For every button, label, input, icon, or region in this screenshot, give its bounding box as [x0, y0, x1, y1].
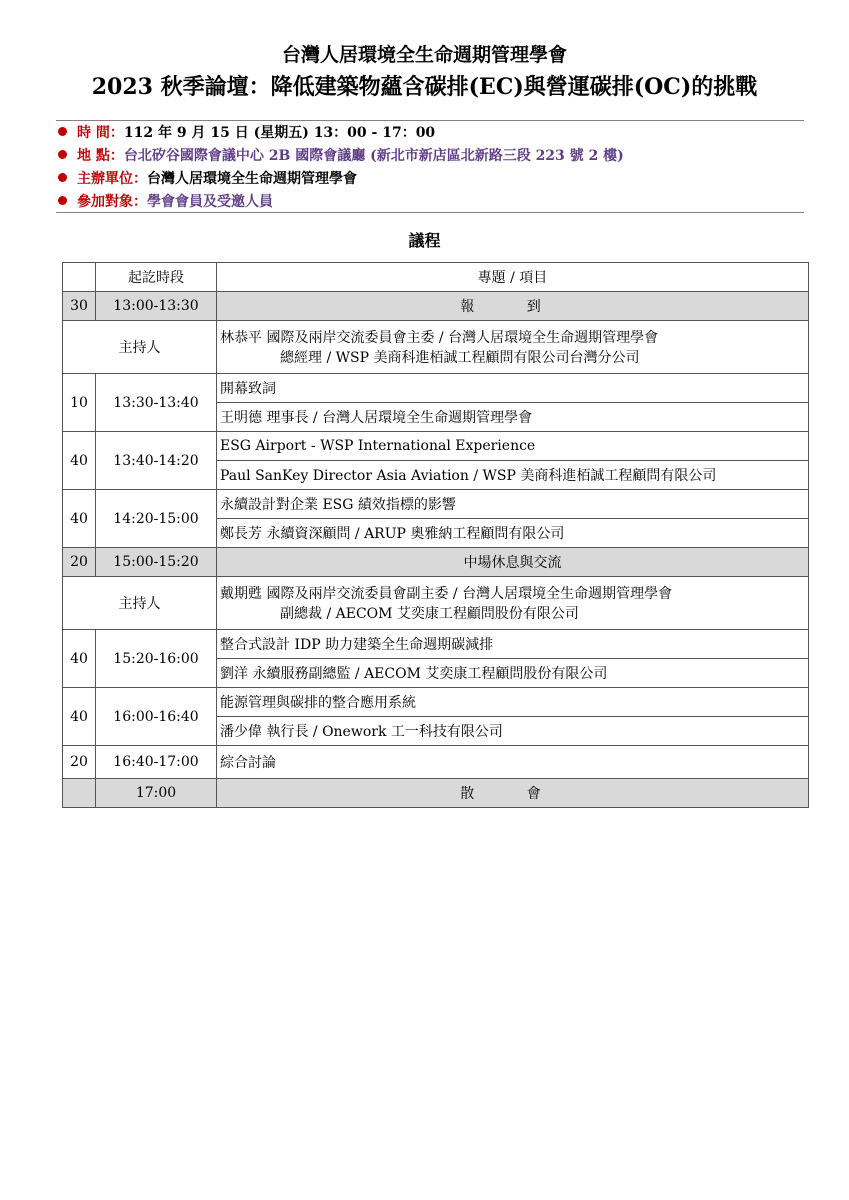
host-line-1: 戴期甦 國際及兩岸交流委員會副主委 / 台灣人居環境全生命週期管理學會 [220, 586, 673, 602]
row-topic: 散 會 [217, 779, 809, 808]
top-divider [56, 120, 804, 121]
info-host [58, 168, 818, 191]
row-time: 13:00-13:30 [96, 292, 217, 321]
agenda-table [62, 262, 809, 808]
row-minutes: 40 [63, 490, 96, 548]
host-line-2: 總經理 / WSP 美商科進栢誠工程顧問有限公司台灣分公司 [280, 350, 640, 366]
audience-label: 參加對象： [77, 194, 147, 210]
info-place [58, 145, 818, 168]
row-time: 13:30-13:40 [96, 374, 217, 432]
agenda-title: 議程 [408, 231, 441, 250]
row-minutes: 30 [63, 292, 96, 321]
table-row [63, 779, 809, 808]
table-row [63, 490, 809, 519]
host-label: 主持人 [63, 577, 217, 630]
host-detail [217, 577, 809, 630]
event-info [58, 122, 818, 214]
host-line-1: 林恭平 國際及兩岸交流委員會主委 / 台灣人居環境全生命週期管理學會 [220, 330, 659, 346]
bullet-icon [58, 127, 67, 136]
row-topic: ESG Airport - WSP International Experience [217, 432, 809, 461]
info-time [58, 122, 818, 145]
host-detail [217, 321, 809, 374]
row-topic: 中場休息與交流 [217, 548, 809, 577]
place-label: 地 點： [77, 148, 124, 164]
bullet-icon [58, 150, 67, 159]
table-row [63, 292, 809, 321]
row-time: 14:20-15:00 [96, 490, 217, 548]
row-time: 15:20-16:00 [96, 630, 217, 688]
info-audience [58, 191, 818, 214]
host-value: 台灣人居環境全生命週期管理學會 [147, 171, 357, 187]
place-value: 台北矽谷國際會議中心 2B 國際會議廳 (新北市新店區北新路三段 223 號 2 樓) [123, 148, 624, 164]
row-topic: 整合式設計 IDP 助力建築全生命週期碳減排 [217, 630, 809, 659]
row-time: 17:00 [96, 779, 217, 808]
row-minutes: 40 [63, 630, 96, 688]
row-speaker: Paul SanKey Director Asia Aviation / WSP 美商科進栢誠工程顧問有限公司 [217, 461, 809, 490]
row-speaker: 劉洋 永續服務副總監 / AECOM 艾奕康工程顧問股份有限公司 [217, 659, 809, 688]
row-topic: 綜合討論 [217, 746, 809, 779]
time-label: 時 間： [77, 125, 124, 141]
header-time: 起訖時段 [96, 263, 217, 292]
row-topic: 能源管理與碳排的整合應用系統 [217, 688, 809, 717]
row-topic: 永續設計對企業 ESG 績效指標的影響 [217, 490, 809, 519]
host-line-2: 副總裁 / AECOM 艾奕康工程顧問股份有限公司 [280, 606, 579, 622]
row-minutes: 20 [63, 548, 96, 577]
host-row [63, 577, 809, 630]
header-topic: 專題 / 項目 [217, 263, 809, 292]
row-speaker: 潘少偉 執行長 / Onework 工一科技有限公司 [217, 717, 809, 746]
host-label: 主辦單位： [77, 171, 147, 187]
time-value: 112 年 9 月 15 日 (星期五) 13：00 - 17：00 [123, 125, 436, 141]
row-speaker: 王明德 理事長 / 台灣人居環境全生命週期管理學會 [217, 403, 809, 432]
table-row [63, 630, 809, 659]
row-topic: 報 到 [217, 292, 809, 321]
row-minutes [63, 779, 96, 808]
bottom-divider [56, 212, 804, 213]
audience-value: 學會會員及受邀人員 [147, 194, 273, 210]
row-minutes: 40 [63, 688, 96, 746]
table-row [63, 548, 809, 577]
table-row [63, 432, 809, 461]
row-speaker: 鄭長芳 永續資深顧問 / ARUP 奧雅納工程顧問有限公司 [217, 519, 809, 548]
row-time: 13:40-14:20 [96, 432, 217, 490]
header-num [63, 263, 96, 292]
host-label: 主持人 [63, 321, 217, 374]
row-minutes: 40 [63, 432, 96, 490]
bullet-icon [58, 173, 67, 182]
table-row [63, 374, 809, 403]
table-row [63, 688, 809, 717]
row-time: 16:40-17:00 [96, 746, 217, 779]
forum-title: 2023 秋季論壇：降低建築物蘊含碳排(EC)與營運碳排(OC)的挑戰 [91, 74, 758, 100]
row-minutes: 20 [63, 746, 96, 779]
org-title: 台灣人居環境全生命週期管理學會 [281, 44, 567, 66]
host-row [63, 321, 809, 374]
row-topic: 開幕致詞 [217, 374, 809, 403]
bullet-icon [58, 196, 67, 205]
row-time: 15:00-15:20 [96, 548, 217, 577]
table-header-row [63, 263, 809, 292]
table-row [63, 746, 809, 779]
row-minutes: 10 [63, 374, 96, 432]
row-time: 16:00-16:40 [96, 688, 217, 746]
